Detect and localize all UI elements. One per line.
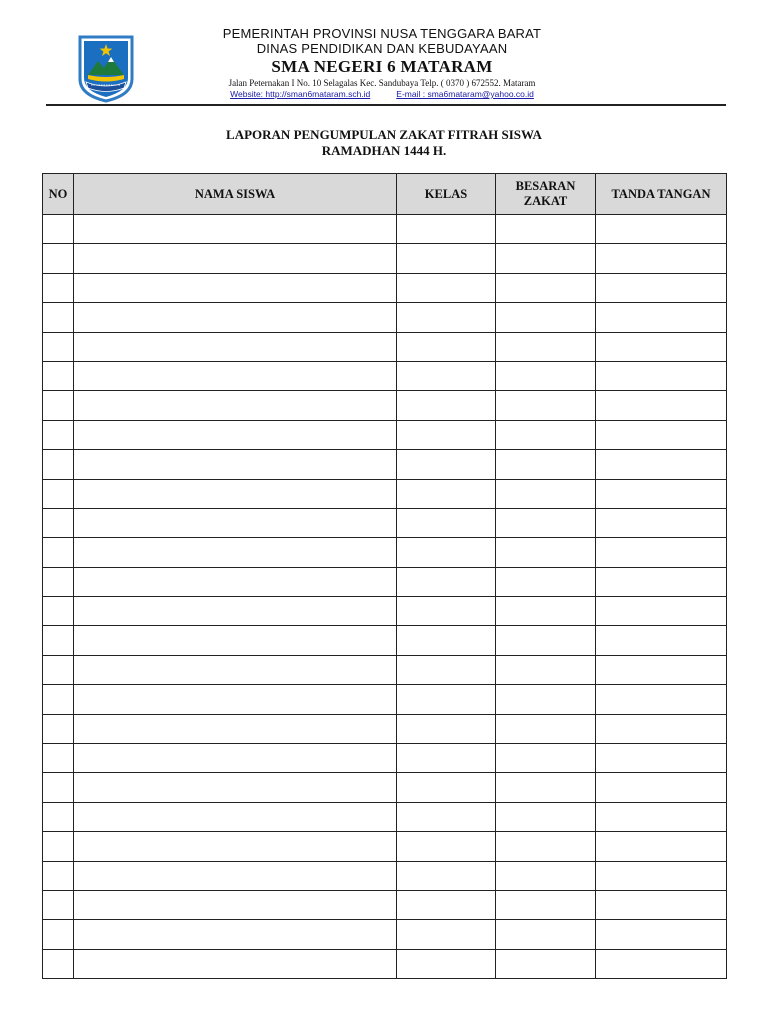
cell-student-name [74, 597, 397, 626]
cell-zakat-amount [496, 949, 596, 978]
cell-zakat-amount [496, 802, 596, 831]
table-row [43, 303, 727, 332]
cell-student-name [74, 391, 397, 420]
header-student-name: NAMA SISWA [74, 174, 397, 215]
cell-signature [596, 244, 727, 273]
table-row [43, 744, 727, 773]
cell-class [397, 744, 496, 773]
cell-signature [596, 744, 727, 773]
cell-no [43, 273, 74, 302]
table-row [43, 890, 727, 919]
cell-signature [596, 949, 727, 978]
department-name: DINAS PENDIDIKAN DAN KEBUDAYAAN [256, 41, 508, 56]
cell-class [397, 626, 496, 655]
cell-class [397, 597, 496, 626]
cell-student-name [74, 244, 397, 273]
cell-student-name [74, 744, 397, 773]
contact-line [166, 89, 598, 100]
cell-student-name [74, 890, 397, 919]
cell-no [43, 361, 74, 390]
table-header-row [43, 174, 727, 215]
cell-zakat-amount [496, 655, 596, 684]
cell-class [397, 949, 496, 978]
table-row [43, 215, 727, 244]
cell-class [397, 244, 496, 273]
cell-class [397, 332, 496, 361]
cell-zakat-amount [496, 920, 596, 949]
cell-class [397, 655, 496, 684]
ntb-province-emblem-icon [78, 35, 134, 103]
table-row [43, 391, 727, 420]
cell-no [43, 420, 74, 449]
table-row [43, 949, 727, 978]
cell-class [397, 773, 496, 802]
cell-no [43, 861, 74, 890]
cell-signature [596, 450, 727, 479]
cell-no [43, 802, 74, 831]
cell-student-name [74, 479, 397, 508]
cell-signature [596, 773, 727, 802]
cell-signature [596, 361, 727, 390]
cell-student-name [74, 303, 397, 332]
cell-class [397, 920, 496, 949]
table-row [43, 479, 727, 508]
cell-signature [596, 567, 727, 596]
report-title-line-1: LAPORAN PENGUMPULAN ZAKAT FITRAH SISWA [226, 127, 542, 142]
cell-signature [596, 714, 727, 743]
cell-signature [596, 832, 727, 861]
cell-zakat-amount [496, 626, 596, 655]
cell-no [43, 685, 74, 714]
table-row [43, 538, 727, 567]
cell-zakat-amount [496, 714, 596, 743]
cell-student-name [74, 949, 397, 978]
cell-no [43, 949, 74, 978]
header-class: KELAS [397, 174, 496, 215]
cell-signature [596, 890, 727, 919]
cell-zakat-amount [496, 244, 596, 273]
cell-student-name [74, 508, 397, 537]
cell-no [43, 773, 74, 802]
cell-signature [596, 420, 727, 449]
table-row [43, 332, 727, 361]
table-row [43, 685, 727, 714]
cell-zakat-amount [496, 567, 596, 596]
cell-class [397, 685, 496, 714]
cell-no [43, 626, 74, 655]
cell-no [43, 567, 74, 596]
cell-class [397, 420, 496, 449]
school-address: Jalan Peternakan I No. 10 Selagalas Kec. Sandubaya Telp. ( 0370 ) 672552. Mataram [228, 78, 536, 88]
cell-zakat-amount [496, 420, 596, 449]
cell-no [43, 920, 74, 949]
cell-student-name [74, 273, 397, 302]
cell-student-name [74, 802, 397, 831]
cell-class [397, 391, 496, 420]
cell-zakat-amount [496, 273, 596, 302]
table-row [43, 361, 727, 390]
cell-class [397, 215, 496, 244]
cell-student-name [74, 861, 397, 890]
cell-student-name [74, 450, 397, 479]
zakat-report-table [42, 173, 727, 979]
cell-no [43, 890, 74, 919]
cell-signature [596, 479, 727, 508]
cell-zakat-amount [496, 450, 596, 479]
cell-signature [596, 538, 727, 567]
cell-class [397, 508, 496, 537]
cell-signature [596, 685, 727, 714]
cell-student-name [74, 626, 397, 655]
cell-student-name [74, 215, 397, 244]
cell-zakat-amount [496, 332, 596, 361]
cell-signature [596, 332, 727, 361]
table-row [43, 273, 727, 302]
header-zakat-amount [496, 174, 596, 215]
cell-class [397, 832, 496, 861]
report-title [0, 127, 768, 159]
table-row [43, 508, 727, 537]
header-zakat-amount-line-1: BESARAN [515, 179, 576, 193]
cell-signature [596, 802, 727, 831]
cell-no [43, 597, 74, 626]
cell-signature [596, 920, 727, 949]
letterhead-divider [46, 104, 726, 106]
government-name: PEMERINTAH PROVINSI NUSA TENGGARA BARAT [222, 26, 542, 41]
cell-zakat-amount [496, 773, 596, 802]
cell-no [43, 391, 74, 420]
table-row [43, 597, 727, 626]
cell-class [397, 479, 496, 508]
report-title-line-2: RAMADHAN 1444 H. [321, 143, 447, 158]
cell-zakat-amount [496, 538, 596, 567]
cell-class [397, 450, 496, 479]
cell-zakat-amount [496, 391, 596, 420]
cell-no [43, 714, 74, 743]
cell-zakat-amount [496, 832, 596, 861]
cell-no [43, 508, 74, 537]
cell-no [43, 655, 74, 684]
cell-signature [596, 215, 727, 244]
cell-student-name [74, 567, 397, 596]
cell-student-name [74, 420, 397, 449]
cell-signature [596, 508, 727, 537]
cell-zakat-amount [496, 508, 596, 537]
header-zakat-amount-line-2: ZAKAT [523, 194, 568, 208]
cell-class [397, 890, 496, 919]
cell-zakat-amount [496, 890, 596, 919]
cell-class [397, 273, 496, 302]
cell-no [43, 332, 74, 361]
cell-zakat-amount [496, 861, 596, 890]
table-row [43, 832, 727, 861]
cell-signature [596, 391, 727, 420]
table-row [43, 244, 727, 273]
email-link[interactable]: E-mail : sma6mataram@yahoo.co.id [396, 89, 534, 99]
cell-no [43, 744, 74, 773]
cell-zakat-amount [496, 685, 596, 714]
cell-student-name [74, 714, 397, 743]
cell-no [43, 832, 74, 861]
letterhead [46, 26, 726, 106]
cell-signature [596, 626, 727, 655]
cell-class [397, 802, 496, 831]
cell-zakat-amount [496, 744, 596, 773]
cell-zakat-amount [496, 303, 596, 332]
cell-student-name [74, 773, 397, 802]
header-signature: TANDA TANGAN [596, 174, 727, 215]
cell-no [43, 303, 74, 332]
cell-class [397, 538, 496, 567]
table-row [43, 655, 727, 684]
cell-no [43, 479, 74, 508]
table-row [43, 773, 727, 802]
table-row [43, 626, 727, 655]
table-row [43, 420, 727, 449]
cell-student-name [74, 361, 397, 390]
cell-zakat-amount [496, 597, 596, 626]
table-row [43, 567, 727, 596]
cell-class [397, 361, 496, 390]
cell-signature [596, 597, 727, 626]
website-link[interactable]: Website: http://sman6mataram.sch.id [230, 89, 371, 99]
cell-class [397, 714, 496, 743]
cell-student-name [74, 832, 397, 861]
table-row [43, 861, 727, 890]
cell-no [43, 215, 74, 244]
cell-class [397, 567, 496, 596]
table-row [43, 450, 727, 479]
cell-zakat-amount [496, 479, 596, 508]
cell-student-name [74, 920, 397, 949]
cell-student-name [74, 685, 397, 714]
cell-signature [596, 273, 727, 302]
cell-signature [596, 861, 727, 890]
cell-zakat-amount [496, 361, 596, 390]
table-row [43, 802, 727, 831]
cell-no [43, 244, 74, 273]
cell-student-name [74, 538, 397, 567]
cell-zakat-amount [496, 215, 596, 244]
cell-signature [596, 655, 727, 684]
letterhead-text [166, 26, 598, 100]
cell-no [43, 538, 74, 567]
cell-student-name [74, 332, 397, 361]
cell-signature [596, 303, 727, 332]
school-name: SMA NEGERI 6 MATARAM [271, 57, 493, 76]
table-body [43, 215, 727, 979]
cell-class [397, 303, 496, 332]
cell-student-name [74, 655, 397, 684]
table-row [43, 920, 727, 949]
cell-class [397, 861, 496, 890]
table-row [43, 714, 727, 743]
cell-no [43, 450, 74, 479]
header-no: NO [43, 174, 74, 215]
